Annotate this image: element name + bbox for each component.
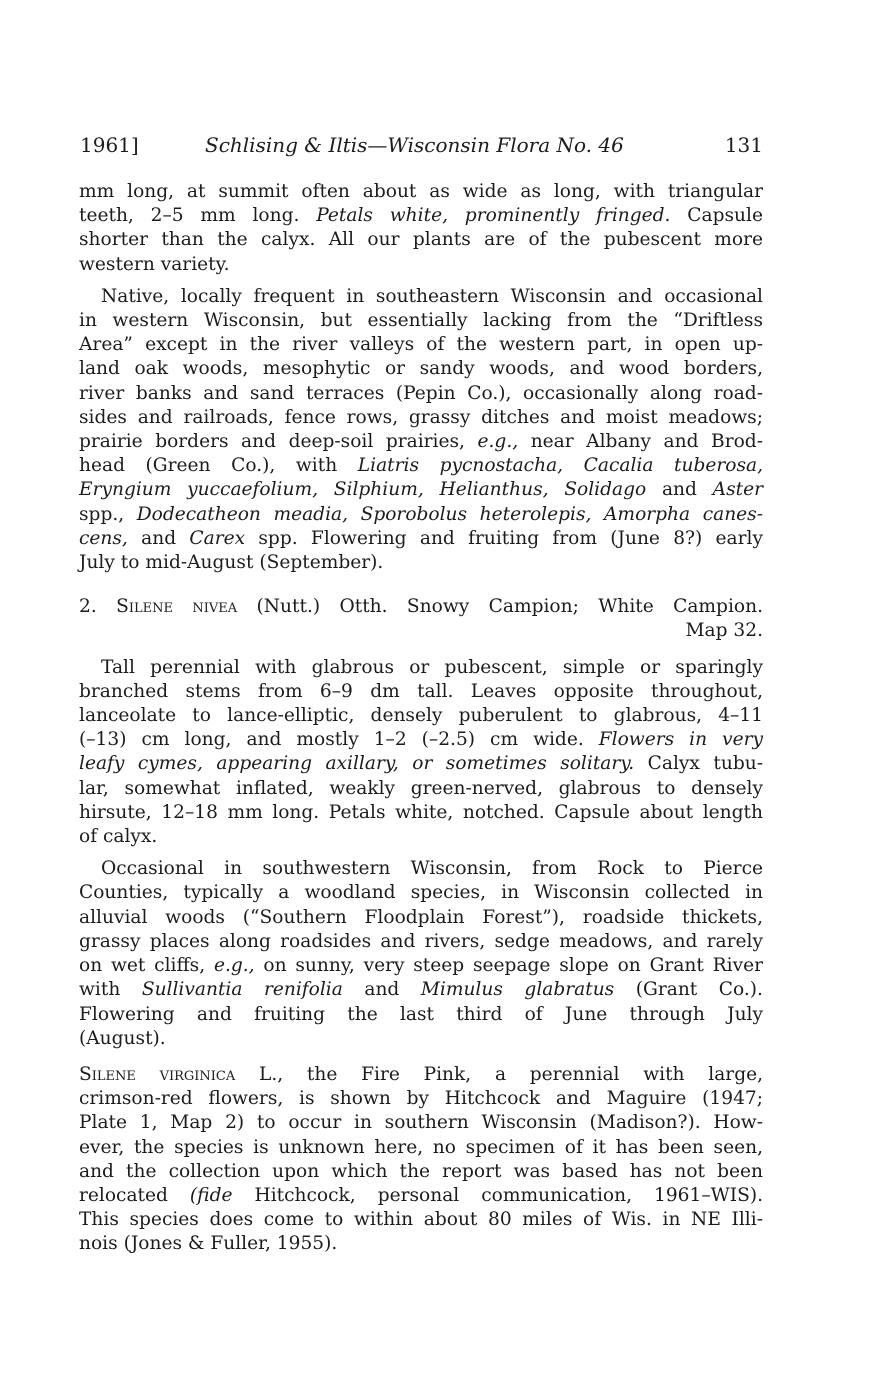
text-line: branched stems from 6–9 dm tall. Leaves opposite throughout, (79, 680, 763, 702)
page-number: 131 (724, 133, 763, 157)
text-line: and the collection upon which the report was based has not been (79, 1160, 763, 1182)
species-map-ref: Map 32. (685, 620, 763, 642)
text-line: ever, the species is unknown here, no specimen of it has been seen, (79, 1136, 763, 1158)
text-line: grassy places along roadsides and rivers, sedge meadows, and rarely (79, 930, 763, 952)
text-line: with Sullivantia renifolia and Mimulus glabratus (Grant Co.). (79, 979, 763, 1001)
paragraph-silene-virginica (79, 1063, 763, 1257)
text-line: land oak woods, mesophytic or sandy woods, and wood borders, (79, 358, 763, 380)
species-heading-line (79, 595, 763, 619)
text-line: nois (Jones & Fuller, 1955). (79, 1233, 338, 1255)
text-line: (–13) cm long, and mostly 1–2 (–2.5) cm wide. Flowers in very (79, 729, 763, 751)
text-line: relocated (fide Hitchcock, personal communication, 1961–WIS). (79, 1184, 763, 1206)
text-line: spp., Dodecatheon meadia, Sporobolus heterolepis, Amorpha canes- (79, 503, 763, 525)
text-line: hirsute, 12–18 mm long. Petals white, notched. Capsule about length (79, 801, 763, 823)
text-line: crimson-red flowers, is shown by Hitchcock and Maguire (1947; (79, 1088, 763, 1110)
paragraph-distribution (79, 285, 763, 575)
text-line: Counties, typically a woodland species, in Wisconsin collected in (79, 882, 763, 904)
text-line: sides and railroads, fence rows, grassy ditches and moist meadows; (79, 406, 763, 428)
running-header (80, 132, 763, 162)
text-line: lar, somewhat inflated, weakly green-nerved, glabrous to densely (79, 777, 763, 799)
paragraph-species-description (79, 656, 763, 850)
text-line: Occasional in southwestern Wisconsin, from Rock to Pierce (101, 858, 763, 880)
running-title: Schlising & Iltis—Wisconsin Flora No. 46 (205, 133, 624, 157)
text-line: Tall perennial with glabrous or pubescent, simple or sparingly (101, 656, 763, 678)
text-line: mm long, at summit often about as wide as long, with triangular (79, 181, 763, 202)
text-line: Flowering and fruiting the last third of June through July (79, 1003, 763, 1025)
text-line: (August). (79, 1027, 166, 1049)
text-line: Eryngium yuccaefolium, Silphium, Helianthus, Solidago and Aster (79, 479, 763, 501)
text-line: head (Green Co.), with Liatris pycnostacha, Cacalia tuberosa, (79, 455, 764, 477)
text-line: Native, locally frequent in southeastern Wisconsin and occasional (101, 285, 763, 307)
species-heading (79, 595, 763, 643)
text-line: cens, and Carex spp. Flowering and fruiting from (June 8?) early (79, 527, 763, 549)
text-line: western variety. (79, 253, 230, 275)
header-year: 1961] (80, 133, 139, 157)
text-line: river banks and sand terraces (Pepin Co.), occasionally along road- (79, 382, 763, 404)
text-line: Plate 1, Map 2) to occur in southern Wisconsin (Madison?). How- (79, 1112, 763, 1134)
paragraph-species-distribution (79, 857, 763, 1051)
paragraph-description-continued (79, 180, 763, 277)
text-line: July to mid-August (September). (79, 552, 384, 574)
species-number: 2. (79, 596, 97, 618)
text-line: on wet cliffs, e.g., on sunny, very steep seepage slope on Grant River (79, 955, 763, 977)
text-line: lanceolate to lance-elliptic, densely puberulent to glabrous, 4–11 (79, 705, 763, 727)
species-name: Silene virginica (79, 1063, 236, 1085)
text-line: in western Wisconsin, but essentially lacking from the “Driftless (79, 310, 763, 332)
text-line: This species does come to within about 80 miles of Wis. in NE Illi- (79, 1209, 763, 1231)
text-line: leafy cymes, appearing axillary, or sometimes solitary. Calyx tubu- (79, 753, 763, 775)
text-line: teeth, 2–5 mm long. Petals white, prominently fringed. Capsule (79, 205, 763, 227)
text-line: shorter than the calyx. All our plants are of the pubescent more (79, 229, 763, 251)
page-body (79, 180, 763, 1257)
text-line: Area” except in the river valleys of the western part, in open up- (79, 334, 763, 356)
text-line: alluvial woods (“Southern Floodplain Forest”), roadside thickets, (79, 906, 763, 928)
text-line: prairie borders and deep-soil prairies, e.g., near Albany and Brod- (79, 431, 763, 453)
text-line: Silene virginica L., the Fire Pink, a perennial with large, (79, 1063, 764, 1085)
species-name: Silene nivea (116, 596, 238, 618)
species-common-names: (Nutt.) Otth. Snowy Campion; White Campion. (256, 596, 763, 618)
text-line: of calyx. (79, 826, 158, 848)
